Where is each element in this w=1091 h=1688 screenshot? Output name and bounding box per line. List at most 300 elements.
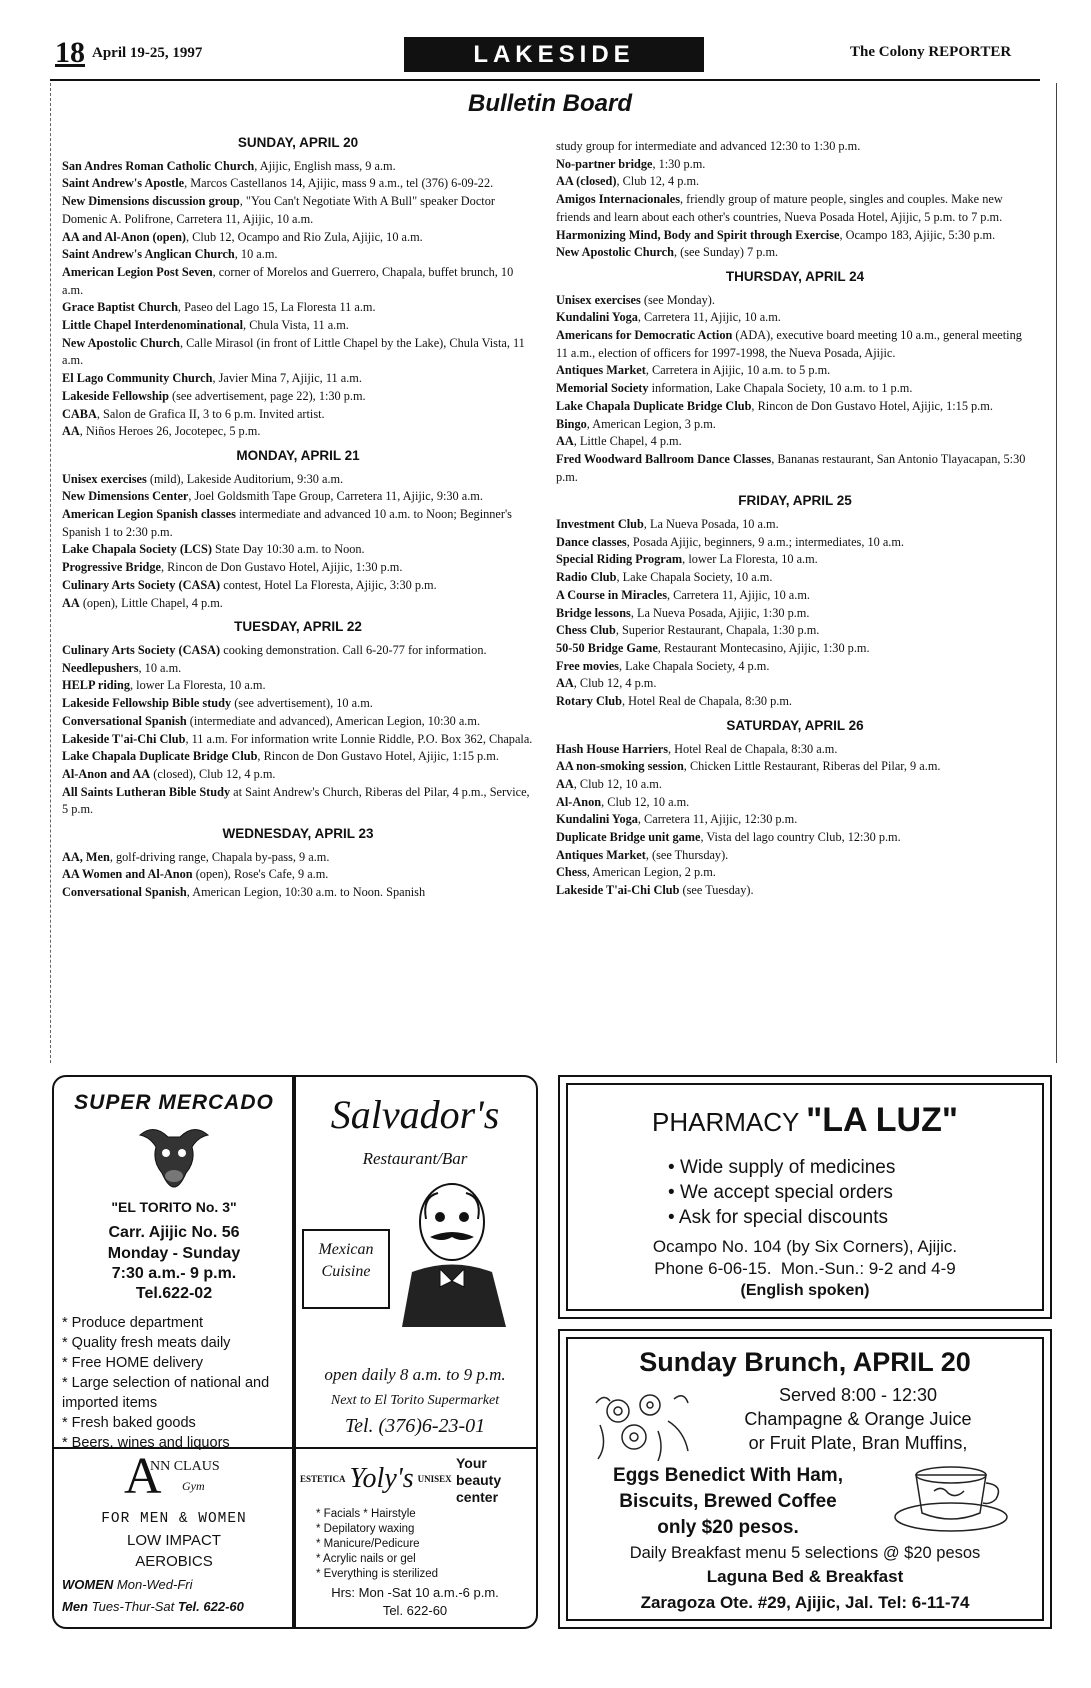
event-detail: , Carretera 11, Ajijic, 12:30 p.m. xyxy=(637,812,798,827)
event-name: Lakeside Fellowship xyxy=(62,388,169,403)
list-item xyxy=(668,1155,988,1180)
yolys-tagline: Your beauty center xyxy=(456,1455,502,1505)
event-name: AA non-smoking session xyxy=(556,759,684,774)
event-name: AA (closed) xyxy=(556,174,617,189)
ann-claus-logo-letter: A xyxy=(124,1448,162,1505)
brunch-line-4: Biscuits, Brewed Coffee xyxy=(619,1491,837,1512)
event-detail: State Day 10:30 a.m. to Noon. xyxy=(211,542,365,557)
event-name: Hash House Harriers xyxy=(556,741,669,756)
event-detail: , Club 12, Ocampo and Rio Zula, Ajijic, 10 a.m. xyxy=(186,229,423,244)
day-heading: TUESDAY, APRIL 22 xyxy=(234,619,362,635)
event-detail: , Calle Mirasol (in front of Little Chapel by the Lake), Chula Vista, 11 a.m. xyxy=(62,335,525,368)
event-name: AA xyxy=(556,776,574,791)
event-detail: , Hotel Real de Chapala, 8:30 a.m. xyxy=(668,741,838,756)
bulletin-event xyxy=(62,784,534,819)
bulletin-event xyxy=(556,191,1034,226)
event-detail: , Restaurant Montecasino, Ajijic, 1:30 p.m. xyxy=(657,640,870,655)
event-name: Bingo xyxy=(556,416,587,431)
ann-line-1: FOR MEN & WOMEN xyxy=(101,1511,247,1527)
event-detail: , Rincon de Don Gustavo Hotel, Ajijic, 1:30 p.m. xyxy=(160,560,403,575)
event-detail: , 11 a.m. For information write Lonnie Riddle, P.O. Box 362, Chapala. xyxy=(185,731,533,746)
pharmacy-name: "LA LUZ" xyxy=(806,1101,958,1139)
bulletin-event xyxy=(556,534,1034,552)
event-name: Grace Baptist Church xyxy=(62,300,178,315)
ann-men-label: Men xyxy=(62,1599,88,1614)
event-name: AA xyxy=(556,676,574,691)
event-detail: , Lake Chapala Society, 4 p.m. xyxy=(618,658,770,673)
event-name: Saint Andrew's Anglican Church xyxy=(62,247,235,262)
sign-text: Mexican Cuisine xyxy=(318,1241,374,1280)
event-name: Progressive Bridge xyxy=(62,560,161,575)
bulletin-column-left xyxy=(62,128,534,902)
event-detail: contest, Hotel La Floresta, Ajijic, 3:30 p.m. xyxy=(220,577,437,592)
event-detail: information, Lake Chapala Society, 10 a.m. to 1 p.m. xyxy=(648,381,913,396)
list-item xyxy=(316,1567,506,1582)
bulletin-event xyxy=(556,380,1034,398)
event-detail: (open), Little Chapel, 4 p.m. xyxy=(79,595,223,610)
bulletin-event xyxy=(62,677,534,695)
bulletin-event xyxy=(556,605,1034,623)
bulletin-event xyxy=(62,559,534,577)
ann-line-3: AEROBICS xyxy=(135,1553,213,1570)
salvadors-tel: Tel. (376)6-23-01 xyxy=(344,1415,486,1437)
pharmacy-note: (English spoken) xyxy=(740,1282,870,1299)
event-detail: , Lake Chapala Society, 10 a.m. xyxy=(616,570,773,585)
bulletin-event xyxy=(62,577,534,595)
event-name: AA xyxy=(556,434,574,449)
event-name: Kundalini Yoga xyxy=(556,812,638,827)
list-item-text: * Manicure/Pedicure xyxy=(316,1538,420,1550)
bulletin-event xyxy=(62,370,534,388)
event-name: Fred Woodward Ballroom Dance Classes xyxy=(556,451,772,466)
day-heading: MONDAY, APRIL 21 xyxy=(236,447,360,463)
event-detail: , Niños Heroes 26, Jocotepec, 5 p.m. xyxy=(79,424,261,439)
event-name: Rotary Club xyxy=(556,694,622,709)
event-name: Unisex exercises xyxy=(556,292,641,307)
event-name: San Andres Roman Catholic Church xyxy=(62,158,255,173)
ann-men-days: Tues-Thur-Sat xyxy=(91,1599,175,1614)
event-detail: , Vista del lago country Club, 12:30 p.m. xyxy=(700,830,901,845)
event-name: Antiques Market xyxy=(556,847,646,862)
coffee-cup-illustration xyxy=(886,1455,1016,1535)
event-name: HELP riding xyxy=(62,678,130,693)
event-name: American Legion Post Seven xyxy=(62,264,213,279)
super-mercado-days: Monday - Sunday xyxy=(107,1245,241,1262)
event-detail: , Superior Restaurant, Chapala, 1:30 p.m. xyxy=(615,623,820,638)
event-name: Unisex exercises xyxy=(62,471,147,486)
pharmacy-inner-frame xyxy=(566,1083,1044,1311)
salvadors-hours: open daily 8 a.m. to 9 p.m. xyxy=(324,1365,506,1384)
event-detail: (intermediate and advanced), American Legion, 10:30 a.m. xyxy=(186,713,481,728)
event-detail: , Club 12, 10 a.m. xyxy=(601,794,690,809)
yolys-services xyxy=(316,1507,506,1582)
event-detail: , Club 12, 4 p.m. xyxy=(573,676,657,691)
event-name: Bridge lessons xyxy=(556,605,631,620)
bulletin-board-title: Bulletin Board xyxy=(467,90,632,117)
event-detail: , (see Thursday). xyxy=(645,847,729,862)
event-name: AA and Al-Anon (open) xyxy=(62,229,187,244)
brunch-line-1: Champagne & Orange Juice xyxy=(744,1409,972,1429)
bulletin-event xyxy=(62,317,534,335)
bulletin-event xyxy=(62,866,534,884)
event-detail: , lower La Floresta, 10 a.m. xyxy=(130,678,266,693)
bulletin-event xyxy=(556,587,1034,605)
bullet-icon: * xyxy=(62,1355,72,1371)
bulletin-event xyxy=(62,229,534,247)
bulletin-event xyxy=(62,488,534,506)
event-name: New Dimensions Center xyxy=(62,489,189,504)
bulletin-event xyxy=(62,713,534,731)
salvadors-location: Next to El Torito Supermarket xyxy=(330,1393,500,1408)
ann-men-schedule xyxy=(62,1599,244,1614)
bulletin-event xyxy=(556,569,1034,587)
event-name: Lake Chapala Duplicate Bridge Club xyxy=(62,749,258,764)
yolys-pre: ESTETICA xyxy=(300,1474,346,1484)
pharmacy-title xyxy=(568,1101,1042,1140)
bulletin-event xyxy=(62,423,534,441)
bulletin-event xyxy=(556,451,1034,486)
event-name: Harmonizing Mind, Body and Spirit through Exercise xyxy=(556,227,840,242)
bulletin-event xyxy=(556,864,1034,882)
event-name: Culinary Arts Society (CASA) xyxy=(62,577,221,592)
event-detail: , 1:30 p.m. xyxy=(652,156,706,171)
event-name: AA xyxy=(62,424,80,439)
bulletin-event xyxy=(62,506,534,541)
event-detail: , lower La Floresta, 10 a.m. xyxy=(682,552,818,567)
event-name: Lake Chapala Duplicate Bridge Club xyxy=(556,398,752,413)
event-detail: , Hotel Real de Chapala, 8:30 p.m. xyxy=(621,694,793,709)
bulletin-event xyxy=(556,138,1034,156)
bulletin-event xyxy=(556,640,1034,658)
event-detail: (mild), Lakeside Auditorium, 9:30 a.m. xyxy=(146,471,344,486)
event-detail: , La Nueva Posada, 10 a.m. xyxy=(643,517,779,532)
event-detail: (closed), Club 12, 4 p.m. xyxy=(150,766,276,781)
event-name: A Course in Miracles xyxy=(556,587,667,602)
list-item xyxy=(62,1413,290,1433)
salvadors-name: Salvador's xyxy=(330,1092,500,1137)
bulletin-event xyxy=(62,766,534,784)
brunch-address: Zaragoza Ote. #29, Ajijic, Jal. Tel: 6-11-74 xyxy=(640,1593,970,1612)
page-number: 18 xyxy=(55,36,85,69)
list-item xyxy=(62,1333,290,1353)
bulletin-event xyxy=(62,264,534,299)
bullet-icon: * xyxy=(62,1315,72,1331)
list-item xyxy=(316,1552,506,1567)
bulletin-event xyxy=(62,660,534,678)
bulletin-event xyxy=(62,335,534,370)
bull-head-logo xyxy=(134,1121,214,1191)
event-detail: study group for intermediate and advanced 12:30 to 1:30 p.m. xyxy=(556,139,861,153)
event-name: Al-Anon and AA xyxy=(62,766,151,781)
super-mercado-hours: 7:30 a.m.- 9 p.m. xyxy=(111,1265,237,1282)
yolys-logo xyxy=(300,1463,450,1497)
event-detail: , La Nueva Posada, Ajijic, 1:30 p.m. xyxy=(630,605,810,620)
section-title: LAKESIDE xyxy=(404,37,704,72)
brunch-served: Served 8:00 - 12:30 xyxy=(778,1385,938,1405)
event-name: Chess xyxy=(556,865,587,880)
pharmacy-points xyxy=(668,1155,988,1230)
bulletin-event xyxy=(556,309,1034,327)
event-detail: (open), Rose's Cafe, 9 a.m. xyxy=(192,867,329,882)
event-name: New Apostolic Church xyxy=(62,335,180,350)
bulletin-event xyxy=(62,849,534,867)
bullet-icon: • xyxy=(668,1207,679,1228)
bulletin-event xyxy=(62,406,534,424)
bulletin-event xyxy=(556,516,1034,534)
yolys-ad xyxy=(292,1447,538,1629)
event-name: Special Riding Program xyxy=(556,552,683,567)
bulletin-event xyxy=(556,741,1034,759)
event-name: AA Women and Al-Anon xyxy=(62,867,193,882)
day-heading: FRIDAY, APRIL 25 xyxy=(738,493,852,509)
ann-claus-logo-sub: Gym xyxy=(182,1479,205,1493)
bulletin-event xyxy=(556,675,1034,693)
bulletin-event xyxy=(62,471,534,489)
event-name: Saint Andrew's Apostle xyxy=(62,176,185,191)
event-detail: , Marcos Castellanos 14, Ajijic, mass 9 a.m., tel (376) 6-09-22. xyxy=(184,176,494,191)
bulletin-event xyxy=(556,622,1034,640)
super-mercado-title: SUPER MERCADO xyxy=(74,1091,274,1114)
event-detail: , 10 a.m. xyxy=(138,660,182,675)
event-name: Conversational Spanish xyxy=(62,713,187,728)
event-name: Radio Club xyxy=(556,570,617,585)
brunch-venue: Laguna Bed & Breakfast xyxy=(706,1567,904,1586)
day-heading: WEDNESDAY, APRIL 23 xyxy=(222,826,374,842)
super-mercado-ad xyxy=(52,1075,296,1449)
event-detail: (ADA), executive board meeting 10 a.m., general meeting 11 a.m., election of officers for 1997-1998, the Nueva Posada, Ajijic. xyxy=(556,328,1022,360)
list-item xyxy=(316,1537,506,1552)
event-detail: , American Legion, 2 p.m. xyxy=(586,865,716,880)
bulletin-event xyxy=(556,244,1034,262)
bulletin-column-right xyxy=(556,138,1034,900)
issue-date: April 19-25, 1997 xyxy=(92,45,203,61)
event-detail: (see advertisement, page 22), 1:30 p.m. xyxy=(168,388,366,403)
super-mercado-list xyxy=(62,1313,290,1453)
event-detail: (see advertisement), 10 a.m. xyxy=(231,696,373,711)
event-detail: , Chula Vista, 11 a.m. xyxy=(243,318,349,333)
event-name: Investment Club xyxy=(556,517,644,532)
event-name: Lakeside Fellowship Bible study xyxy=(62,696,232,711)
event-name: American Legion Spanish classes xyxy=(62,507,236,522)
event-name: El Lago Community Church xyxy=(62,371,213,386)
event-name: Little Chapel Interdenominational xyxy=(62,318,244,333)
mexican-cuisine-sign xyxy=(302,1229,390,1309)
yolys-tel: Tel. 622-60 xyxy=(382,1603,448,1618)
yolys-name: Yoly's xyxy=(349,1463,414,1494)
event-detail: , Ocampo 183, Ajijic, 5:30 p.m. xyxy=(839,227,996,242)
ann-line-2: LOW IMPACT xyxy=(127,1532,221,1549)
event-detail: , friendly group of mature people, singles and couples. Make new friends and learn about each other's countries, Nueva Posada Hotel, Ajijic, 5 p.m. to 7 p.m. xyxy=(556,192,1003,224)
event-name: Dance classes xyxy=(556,534,627,549)
event-detail: , Salon de Grafica II, 3 to 6 p.m. Invited artist. xyxy=(96,406,325,421)
event-name: Antiques Market xyxy=(556,363,646,378)
list-item xyxy=(668,1205,988,1230)
salvadors-ad xyxy=(292,1075,538,1449)
bulletin-event xyxy=(62,193,534,228)
event-name: CABA xyxy=(62,406,97,421)
event-name: New Apostolic Church xyxy=(556,245,674,260)
list-item xyxy=(62,1373,290,1413)
bulletin-event xyxy=(556,362,1034,380)
event-detail: , Carretera in Ajijic, 10 a.m. to 5 p.m. xyxy=(645,363,831,378)
event-detail: , Bananas restaurant, San Antonio Tlayacapan, 5:30 p.m. xyxy=(556,451,1026,484)
list-item-text: Large selection of national and imported items xyxy=(62,1375,270,1411)
event-name: Lake Chapala Society (LCS) xyxy=(62,542,212,557)
day-heading: THURSDAY, APRIL 24 xyxy=(725,268,865,284)
bulletin-event xyxy=(556,551,1034,569)
bulletin-event xyxy=(62,541,534,559)
list-item xyxy=(668,1180,988,1205)
salvadors-type: Restaurant/Bar xyxy=(362,1149,468,1168)
list-item xyxy=(62,1353,290,1373)
event-name: Needlepushers xyxy=(62,660,139,675)
bullet-icon: * xyxy=(62,1435,72,1451)
list-item xyxy=(316,1507,506,1522)
event-detail: , Club 12, 10 a.m. xyxy=(573,776,662,791)
list-item xyxy=(316,1522,506,1537)
paper-name: The Colony REPORTER xyxy=(850,44,1012,60)
list-item-text: Fresh baked goods xyxy=(71,1415,196,1431)
event-detail: , Carretera 11, Ajijic, 10 a.m. xyxy=(637,310,781,325)
event-detail: (see Monday). xyxy=(640,292,715,307)
yolys-hours: Hrs: Mon -Sat 10 a.m.-6 p.m. xyxy=(331,1585,499,1600)
list-item-text: Free HOME delivery xyxy=(71,1355,204,1371)
super-mercado-address: Carr. Ajijic No. 56 xyxy=(108,1224,240,1241)
event-detail: , Club 12, 4 p.m. xyxy=(616,174,700,189)
event-detail: , Rincon de Don Gustavo Hotel, Ajijic, 1:15 p.m. xyxy=(257,749,499,764)
brunch-price: only $20 pesos. xyxy=(657,1517,799,1538)
event-detail: , Rincon de Don Gustavo Hotel, Ajijic, 1:15 p.m. xyxy=(751,398,993,413)
brunch-line-2: or Fruit Plate, Bran Muffins, xyxy=(748,1433,968,1453)
event-name: Al-Anon xyxy=(556,794,602,809)
bulletin-event xyxy=(62,299,534,317)
event-detail: , Posada Ajijic, beginners, 9 a.m.; intermediates, 10 a.m. xyxy=(626,534,905,549)
bulletin-event xyxy=(556,776,1034,794)
pharmacy-ad xyxy=(558,1075,1052,1319)
event-name: AA xyxy=(62,595,80,610)
bulletin-event xyxy=(62,695,534,713)
event-name: Chess Club xyxy=(556,623,616,638)
bulletin-event xyxy=(556,327,1034,362)
event-detail: , Little Chapel, 4 p.m. xyxy=(573,434,682,449)
brunch-inner-frame xyxy=(566,1337,1044,1621)
ann-claus-gym-ad xyxy=(52,1447,296,1629)
event-name: Conversational Spanish xyxy=(62,885,187,900)
event-detail: , Javier Mina 7, Ajijic, 11 a.m. xyxy=(212,371,362,386)
ann-tel: Tel. 622-60 xyxy=(177,1599,244,1614)
event-detail: , Joel Goldsmith Tape Group, Carretera 11, Ajijic, 9:30 a.m. xyxy=(188,489,483,504)
bullet-icon: * xyxy=(62,1375,72,1391)
event-name: Lakeside T'ai-Chi Club xyxy=(62,731,186,746)
super-mercado-tel: Tel.622-02 xyxy=(135,1285,213,1302)
bulletin-event xyxy=(62,884,534,902)
list-item-text: * Everything is sterilized xyxy=(316,1568,439,1580)
list-item-text: Ask for special discounts xyxy=(678,1207,888,1228)
sunday-brunch-ad xyxy=(558,1329,1052,1629)
brunch-title: Sunday Brunch, APRIL 20 xyxy=(639,1347,971,1377)
event-detail: , Ajijic, English mass, 9 a.m. xyxy=(254,158,396,173)
brunch-line-3: Eggs Benedict With Ham, xyxy=(613,1465,843,1486)
event-detail: , Chicken Little Restaurant, Riberas del Pilar, 9 a.m. xyxy=(683,759,941,774)
bullet-icon: * xyxy=(62,1335,72,1351)
event-detail: , "You Can't Negotiate With A Bull" speaker Doctor Domenic A. Polifrone, Carretera 11, Ajijic, 10 a.m. xyxy=(62,194,495,226)
event-detail: intermediate and advanced 10 a.m. to Noon; Beginner's Spanish 1 to 2:30 p.m. xyxy=(62,507,512,539)
bullet-icon: • xyxy=(668,1182,680,1203)
day-heading: SATURDAY, APRIL 26 xyxy=(726,717,864,733)
bullet-icon: • xyxy=(668,1157,680,1178)
bulletin-event xyxy=(556,693,1034,711)
event-detail: (see Tuesday). xyxy=(679,883,754,898)
yolys-post: UNISEX xyxy=(417,1474,452,1484)
list-item-text: * Facials * Hairstyle xyxy=(316,1508,416,1520)
bulletin-event xyxy=(556,758,1034,776)
day-heading: SUNDAY, APRIL 20 xyxy=(237,135,359,150)
event-name: Culinary Arts Society (CASA) xyxy=(62,642,221,657)
list-item-text: Produce department xyxy=(71,1315,204,1331)
bulletin-event xyxy=(62,388,534,406)
list-item xyxy=(62,1313,290,1333)
event-name: Memorial Society xyxy=(556,381,649,396)
pharmacy-address: Ocampo No. 104 (by Six Corners), Ajijic. xyxy=(652,1237,958,1256)
event-detail: , American Legion, 10:30 a.m. to Noon. Spanish xyxy=(186,885,426,900)
brunch-daily: Daily Breakfast menu 5 selections @ $20 pesos xyxy=(629,1544,981,1562)
ann-women-days: Mon-Wed-Fri xyxy=(116,1577,193,1592)
event-name: Amigos Internacionales xyxy=(556,192,680,207)
event-name: Lakeside T'ai-Chi Club xyxy=(556,883,680,898)
event-detail: , Paseo del Lago 15, La Floresta 11 a.m. xyxy=(177,300,376,315)
ann-women-label: WOMEN xyxy=(62,1577,114,1592)
header-rule xyxy=(50,79,1040,81)
bulletin-event xyxy=(62,175,534,193)
bulletin-event xyxy=(62,158,534,176)
event-name: All Saints Lutheran Bible Study xyxy=(62,784,231,799)
super-mercado-subtitle: "EL TORITO No. 3" xyxy=(111,1199,237,1215)
pharmacy-label: PHARMACY xyxy=(652,1107,807,1137)
event-detail: , 10 a.m. xyxy=(234,247,278,262)
ann-women-schedule xyxy=(62,1577,193,1592)
event-name: No-partner bridge xyxy=(556,156,653,171)
list-item-text: Beers, wines and liquors xyxy=(71,1435,230,1451)
event-detail: , golf-driving range, Chapala by-pass, 9 a.m. xyxy=(109,849,330,864)
bulletin-event xyxy=(556,882,1034,900)
bullet-icon: * xyxy=(62,1415,72,1431)
ann-claus-logo xyxy=(124,1448,234,1505)
chef-illustration xyxy=(382,1177,522,1327)
event-detail: , (see Sunday) 7 p.m. xyxy=(673,245,779,260)
event-detail: , corner of Morelos and Guerrero, Chapala, buffet brunch, 10 a.m. xyxy=(62,264,514,297)
bulletin-event xyxy=(62,748,534,766)
event-name: New Dimensions discussion group xyxy=(62,194,240,209)
bulletin-event xyxy=(556,227,1034,245)
event-name: 50-50 Bridge Game xyxy=(556,640,658,655)
bulletin-event xyxy=(556,829,1034,847)
bulletin-event xyxy=(556,847,1034,865)
bulletin-event xyxy=(62,731,534,749)
ann-claus-logo-text: NN CLAUS xyxy=(150,1459,220,1474)
bulletin-event xyxy=(556,433,1034,451)
bulletin-event xyxy=(556,416,1034,434)
list-item-text: * Acrylic nails or gel xyxy=(316,1553,416,1565)
event-detail: , Carretera 11, Ajijic, 10 a.m. xyxy=(667,587,810,602)
bulletin-event xyxy=(62,642,534,660)
event-detail: , American Legion, 3 p.m. xyxy=(586,416,716,431)
event-name: Americans for Democratic Action xyxy=(556,328,733,343)
bulletin-event xyxy=(556,398,1034,416)
event-name: Duplicate Bridge unit game xyxy=(556,830,701,845)
event-name: Free movies xyxy=(556,658,619,673)
bulletin-event xyxy=(556,292,1034,310)
bulletin-event xyxy=(556,156,1034,174)
